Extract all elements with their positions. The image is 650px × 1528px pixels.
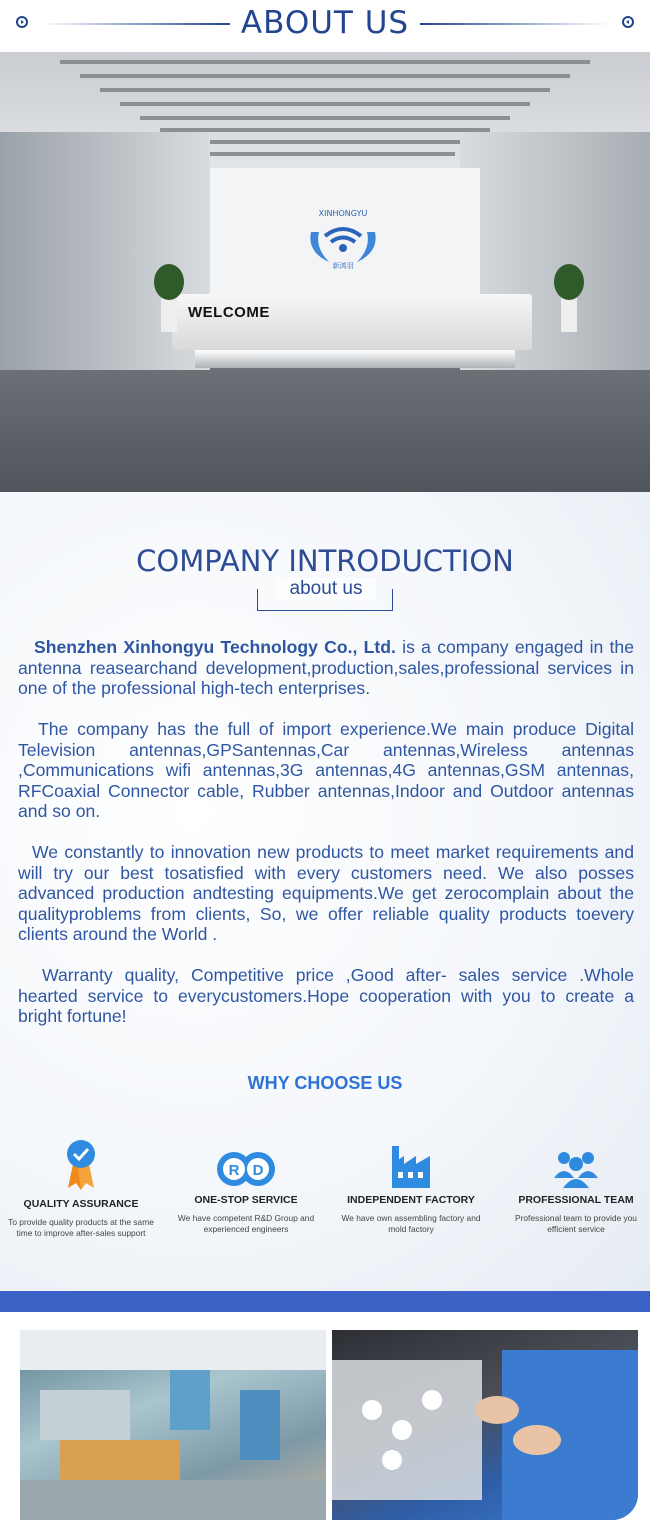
factory-icon <box>389 1146 433 1188</box>
company-name: Shenzhen Xinhongyu Technology Co., Ltd. <box>34 637 396 657</box>
company-logo-icon <box>305 202 381 272</box>
feature-title: PROFESSIONAL TEAM <box>518 1194 634 1206</box>
section-title: COMPANY INTRODUCTION <box>136 544 514 578</box>
intro-paragraph-1: Shenzhen Xinhongyu Technology Co., Ltd. is a company engaged in the antenna reasearchand development,production,sales,professional services in one of the professional high-tech enterprises. <box>18 637 635 698</box>
plant-left <box>152 252 186 332</box>
feature-title: INDEPENDENT FACTORY <box>347 1194 475 1206</box>
feature-desc: Professional team to provide you efficient service <box>515 1213 637 1234</box>
feature-factory <box>336 1146 486 1234</box>
why-choose-title: WHY CHOOSE US <box>247 1073 403 1093</box>
feature-quality <box>6 1138 156 1238</box>
medal-icon <box>64 1138 98 1192</box>
rd-icon <box>214 1150 278 1188</box>
svg-text:XINHONGYU: XINHONGYU <box>318 209 368 218</box>
office-hero-image <box>0 52 650 492</box>
antenna-assembly-photo <box>332 1330 638 1520</box>
svg-text:D: D <box>252 1162 264 1179</box>
chevron-left-circle-icon <box>622 16 634 28</box>
factory-production-line-photo <box>20 1330 326 1520</box>
intro-paragraph-3: We constantly to innovation new products to meet market requirements and will try our best tosatisfied with every customers need. We also posses advanced production andtesting equipments.We get zerocomplain about the qualityproblems from clients, So, we offer reliable quality products toevery clients around the World . <box>18 842 634 944</box>
welcome-sign: WELCOME <box>188 304 270 321</box>
team-icon <box>553 1148 599 1188</box>
feature-one-stop <box>171 1150 321 1234</box>
intro-paragraph-4: Warranty quality, Competitive price ,Good after- sales service .Whole hearted service to everycustomers.Hope cooperation with you to create a bright fortune! <box>18 965 634 1026</box>
feature-desc: To provide quality products at the same time to improve after-sales support <box>8 1217 154 1238</box>
svg-text:新鸿羽: 新鸿羽 <box>332 262 354 270</box>
feature-desc: We have competent R&D Group and experienced engineers <box>177 1213 315 1234</box>
header-divider-right <box>420 23 610 25</box>
page-title: ABOUT US <box>240 5 410 41</box>
page-header <box>0 0 650 50</box>
svg-text:R: R <box>228 1162 240 1179</box>
intro-paragraph-2: The company has the full of import experience.We main produce Digital Television antennas,GPSantennas,Car antennas,Wireless antennas ,Communications wifi antennas,3G antennas,4G antennas,GSM antennas, RFCoaxial Connector cable, Rubber antennas,Indoor and Outdoor antennas and so on. <box>18 719 634 821</box>
section-subtitle: about us <box>276 578 376 600</box>
feature-desc: We have own assembling factory and mold factory <box>341 1213 481 1234</box>
divider-band <box>0 1291 650 1312</box>
feature-team <box>501 1148 650 1234</box>
feature-title: ONE-STOP SERVICE <box>194 1194 298 1206</box>
feature-title: QUALITY ASSURANCE <box>23 1198 139 1210</box>
plant-right <box>552 252 586 332</box>
